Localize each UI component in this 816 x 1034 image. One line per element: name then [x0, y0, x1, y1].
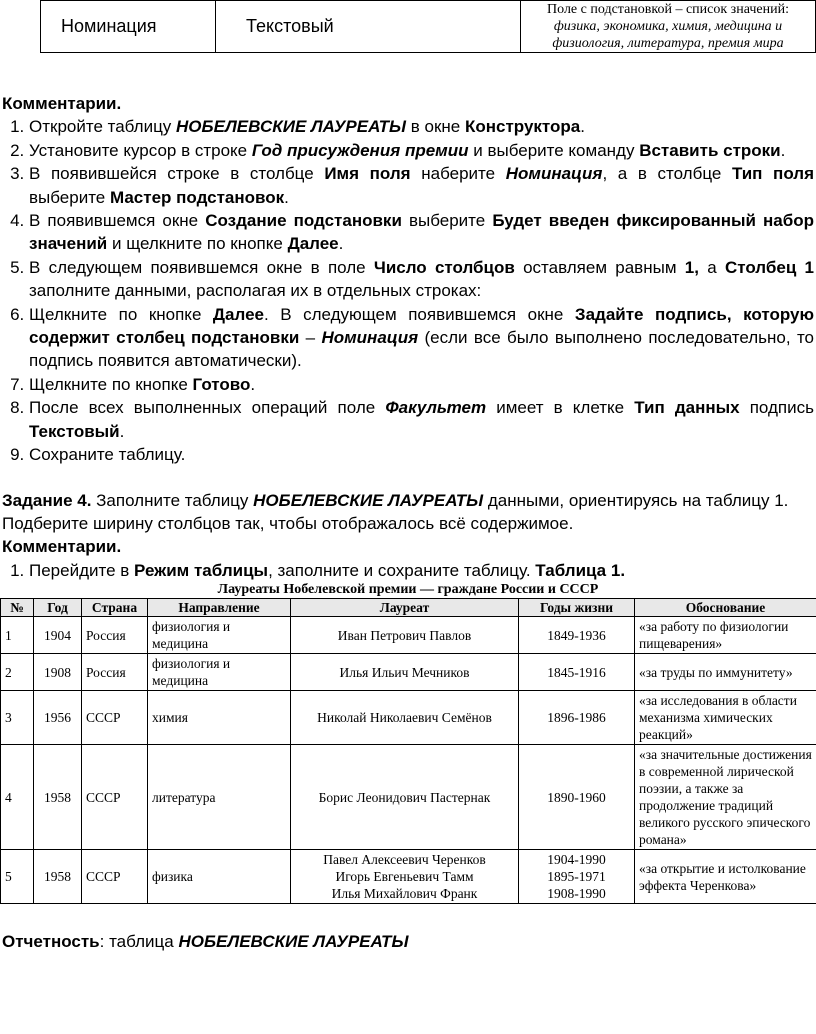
- field-definition-row: [40, 0, 816, 53]
- nomination-cell: физиология и медицина: [148, 617, 291, 654]
- field-name-cell: Номинация: [41, 1, 216, 53]
- award-year-cell: 1958: [34, 745, 82, 850]
- comments2-heading: Комментарии.: [2, 537, 122, 557]
- table-row: [1, 617, 816, 654]
- instruction-step-2: 2. Установите курсор в строке Год присуждения премии и выберите команду Вставить строки.: [29, 139, 814, 162]
- table-row: [1, 745, 816, 850]
- instruction-step-7: 7. Щелкните по кнопке Готово.: [29, 373, 814, 396]
- basis-cell: «за значительные достижения в современной лирической поэзии, а также за продолжение традиций великого русского эпического романа»: [635, 745, 816, 850]
- nomination-cell: химия: [148, 691, 291, 745]
- report-line: Отчетность: таблица НОБЕЛЕВСКИЕ ЛАУРЕАТЫ: [2, 932, 409, 952]
- country-cell: СССР: [82, 691, 148, 745]
- table-caption: Лауреаты Нобелевской премии — граждане России и СССР: [217, 582, 599, 598]
- task-table-name: НОБЕЛЕВСКИЕ ЛАУРЕАТЫ: [253, 490, 484, 510]
- task-label: Задание 4.: [2, 490, 92, 510]
- country-cell: Россия: [82, 617, 148, 654]
- instruction-step-8: 8. После всех выполненных операций поле Факультет имеет в клетке Тип данных подпись Текстовый.: [29, 396, 814, 443]
- row-number-cell: 5: [1, 850, 34, 904]
- report-table-name: НОБЕЛЕВСКИЕ ЛАУРЕАТЫ: [178, 932, 409, 952]
- laureate-cell: Борис Леонидович Пастернак: [291, 745, 519, 850]
- nomination-cell: физиология и медицина: [148, 654, 291, 691]
- comments-heading: Комментарии.: [2, 94, 122, 113]
- row-number-cell: 3: [1, 691, 34, 745]
- country-cell: СССР: [82, 850, 148, 904]
- document-body: [2, 92, 814, 954]
- task-paragraph: Задание 4. Заполните таблицу НОБЕЛЕВСКИЕ ЛАУРЕАТЫ данными, ориентируясь на таблицу 1. Подберите ширину столбцов так, чтобы отображалось всё содержимое.: [2, 490, 789, 533]
- column-header: Направление: [148, 599, 291, 617]
- basis-cell: «за работу по физиологии пищеварения»: [635, 617, 816, 654]
- nomination-cell: физика: [148, 850, 291, 904]
- award-year-cell: 1958: [34, 850, 82, 904]
- instruction-step-3: 3. В появившейся строке в столбце Имя поля наберите Номинация, а в столбце Тип поля выберите Мастер подстановок.: [29, 162, 814, 209]
- award-year-cell: 1904: [34, 617, 82, 654]
- laureate-cell: Илья Ильич Мечников: [291, 654, 519, 691]
- life-years-cell: 1904-1990 1895-1971 1908-1990: [519, 850, 635, 904]
- field-note-values: физика, экономика, химия, медицина и физиология, литература, премия мира: [552, 19, 784, 51]
- row-number-cell: 2: [1, 654, 34, 691]
- row-number-cell: 4: [1, 745, 34, 850]
- column-header: Годы жизни: [519, 599, 635, 617]
- life-years-cell: 1896-1986: [519, 691, 635, 745]
- instruction-step-4: 4. В появившемся окне Создание подстановки выберите Будет введен фиксированный набор значений и щелкните по кнопке Далее.: [29, 209, 814, 256]
- life-years-cell: 1849-1936: [519, 617, 635, 654]
- table-row: [1, 691, 816, 745]
- basis-cell: «за открытие и истолкование эффекта Черенкова»: [635, 850, 816, 904]
- instruction-step-5: 5. В следующем появившемся окне в поле Число столбцов оставляем равным 1, а Столбец 1 заполните данными, располагая их в отдельных строках:: [29, 256, 814, 303]
- award-year-cell: 1908: [34, 654, 82, 691]
- column-header: №: [1, 599, 34, 617]
- list-item: 1. Перейдите в Режим таблицы, заполните и сохраните таблицу. Таблица 1.: [29, 559, 814, 582]
- column-header: Год: [34, 599, 82, 617]
- column-header: Лауреат: [291, 599, 519, 617]
- column-header: Страна: [82, 599, 148, 617]
- report-label: Отчетность: [2, 932, 100, 952]
- life-years-cell: 1845-1916: [519, 654, 635, 691]
- field-note-heading: Поле с подстановкой – список значений:: [547, 2, 789, 17]
- field-type-cell: Текстовый: [216, 1, 521, 53]
- award-year-cell: 1956: [34, 691, 82, 745]
- instruction-list-2: [2, 559, 814, 582]
- table-row: [1, 654, 816, 691]
- basis-cell: «за труды по иммунитету»: [635, 654, 816, 691]
- laureates-table: [0, 598, 816, 904]
- instruction-step-1: 1. Откройте таблицу НОБЕЛЕВСКИЕ ЛАУРЕАТЫ в окне Конструктора.: [29, 115, 814, 138]
- row-number-cell: 1: [1, 617, 34, 654]
- nomination-cell: литература: [148, 745, 291, 850]
- laureate-cell: Иван Петрович Павлов: [291, 617, 519, 654]
- country-cell: СССР: [82, 745, 148, 850]
- instruction-list: [2, 115, 814, 466]
- country-cell: Россия: [82, 654, 148, 691]
- instruction-step-6: 6. Щелкните по кнопке Далее. В следующем появившемся окне Задайте подпись, которую содержит столбец подстановки – Номинация (если все было выполнено последовательно, то подпись появится автоматически).: [29, 303, 814, 373]
- life-years-cell: 1890-1960: [519, 745, 635, 850]
- basis-cell: «за исследования в области механизма химических реакций»: [635, 691, 816, 745]
- laureate-cell: Николай Николаевич Семёнов: [291, 691, 519, 745]
- instruction-step-9: 9. Сохраните таблицу.: [29, 443, 814, 466]
- field-note-cell: [521, 1, 816, 53]
- table-row: [1, 850, 816, 904]
- laureate-cell: Павел Алексеевич Черенков Игорь Евгеньевич Тамм Илья Михайлович Франк: [291, 850, 519, 904]
- column-header: Обоснование: [635, 599, 816, 617]
